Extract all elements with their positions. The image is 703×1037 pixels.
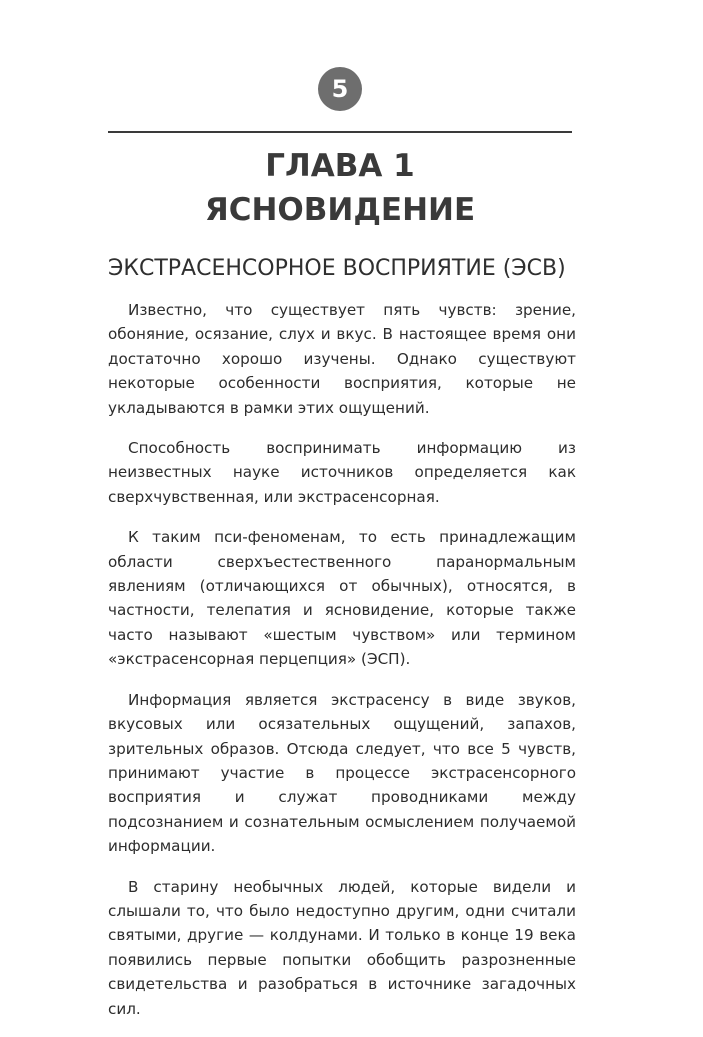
paragraph-3: К таким пси-феноменам, то есть принадлежащим области сверхъестественного паранормальным явлениям (отличающихся от обычных), относятся, в частности, телепатия и ясновидение, которые также часто называют «шестым чувством» или термином «экстрасенсорная перцепция» (ЭСП). xyxy=(108,528,576,669)
section-heading: ЭКСТРАСЕНСОРНОЕ ВОСПРИЯТИЕ (ЭСВ) xyxy=(108,256,566,281)
header-rule xyxy=(108,131,572,133)
paragraph-5: В старину необычных людей, которые видели и слышали то, что было недоступно другим, одни считали святыми, другие — колдунами. И только в конце 19 века появились первые попытки обобщить разрозненные свидетельства и разобраться в источнике загадочных сил. xyxy=(108,877,576,1018)
chapter-number: ГЛАВА 1 xyxy=(265,148,415,184)
body-text xyxy=(108,298,576,1037)
paragraph-1: Известно, что существует пять чувств: зрение, обоняние, осязание, слух и вкус. В настоящее время они достаточно хорошо изучены. Однако существуют некоторые особенности восприятия, которые не укладываются в рамки этих ощущений. xyxy=(108,301,576,417)
chapter-title xyxy=(108,144,572,232)
paragraph-2: Способность воспринимать информацию из неизвестных науке источников определяется как сверхчувственная, или экстрасенсорная. xyxy=(108,439,576,506)
paragraph-4: Информация является экстрасенсу в виде звуков, вкусовых или осязательных ощущений, запахов, зрительных образов. Отсюда следует, что все 5 чувств, принимают участие в процессе экстрасенсорного восприятия и служат проводниками между подсознанием и сознательным осмыслением получаемой информации. xyxy=(108,690,576,856)
page-number-badge: 5 xyxy=(318,67,362,111)
chapter-name: ЯСНОВИДЕНИЕ xyxy=(204,192,476,228)
